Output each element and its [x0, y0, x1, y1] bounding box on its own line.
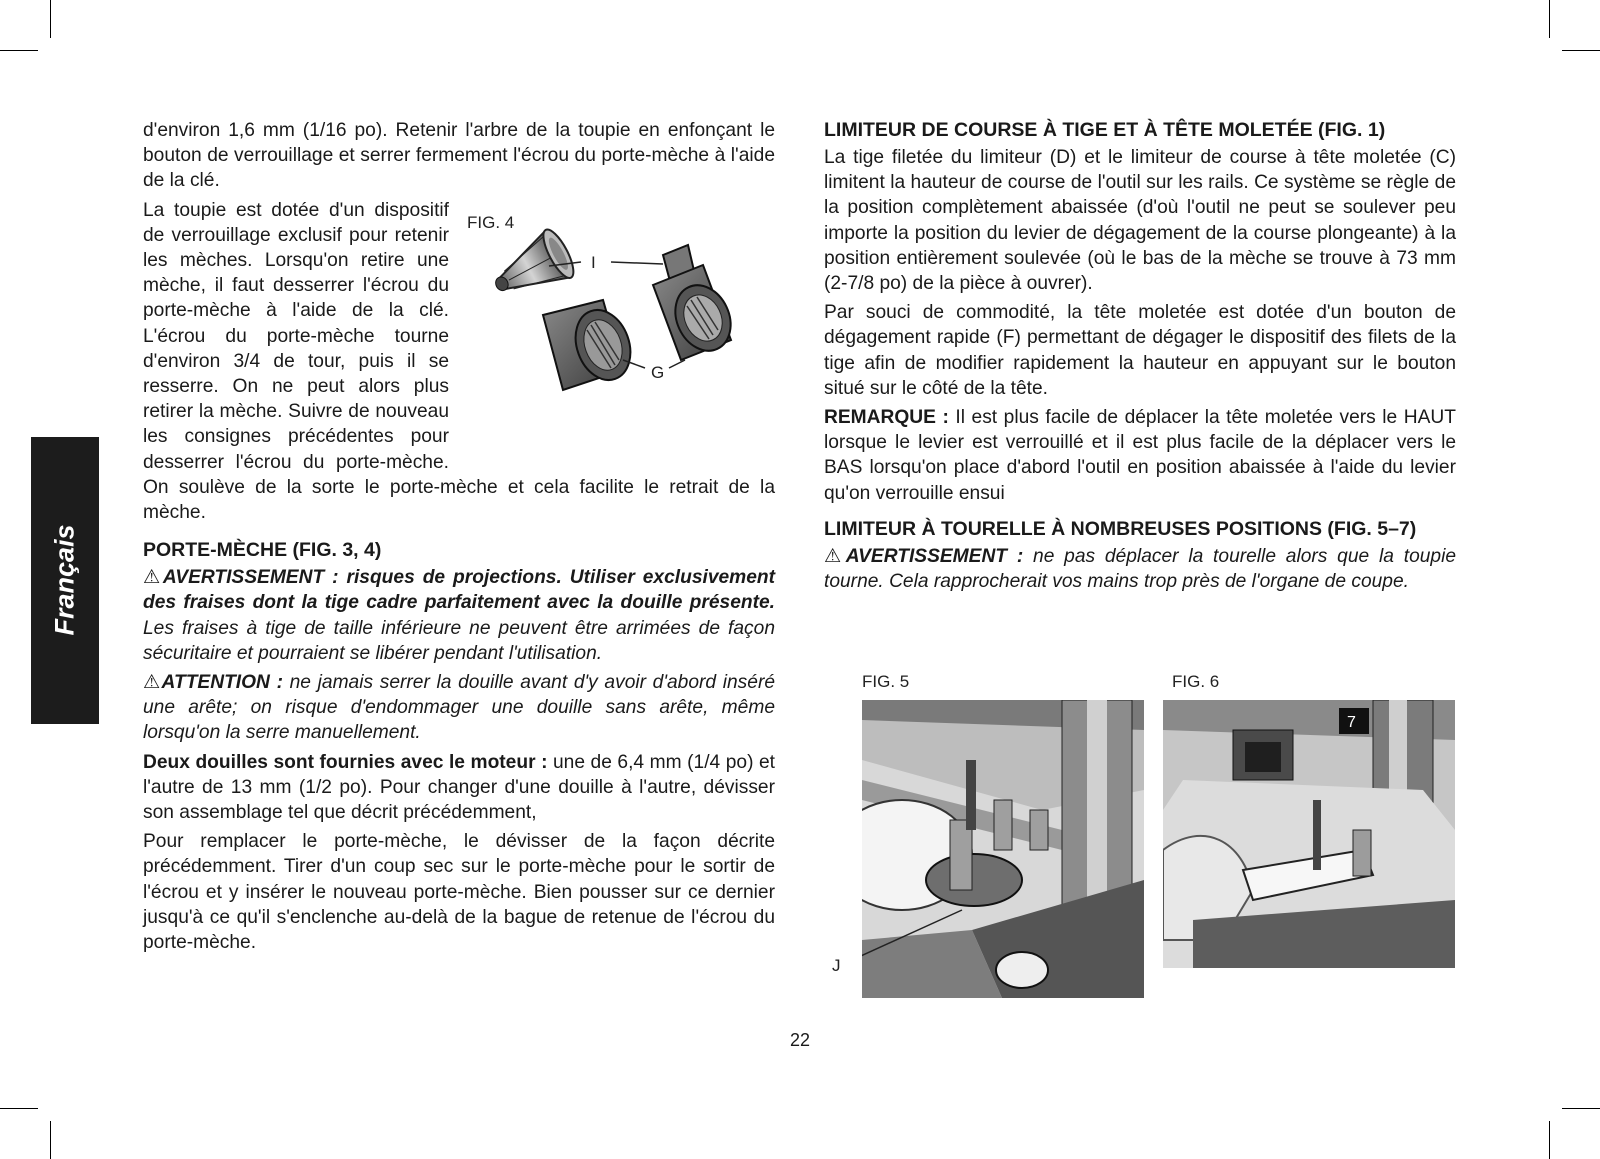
- right-column: [824, 118, 1456, 598]
- callout-letter-g: G: [651, 362, 665, 382]
- paragraph: d'environ 1,6 mm (1/16 po). Retenir l'arbre de la toupie en enfonçant le bouton de verrouillage et serrer fermement l'écrou du porte-mèche à l'aide de la clé.: [143, 120, 775, 192]
- figure-label: FIG. 6: [1172, 672, 1220, 691]
- section-heading: LIMITEUR À TOURELLE À NOMBREUSES POSITIONS (FIG. 5–7): [824, 517, 1417, 540]
- crop-mark: [1562, 50, 1600, 51]
- callout-letter-i: I: [591, 252, 596, 272]
- paragraph: La tige filetée du limiteur (D) et le limiteur de course à tête moletée (C) limitent la hauteur de course de l'outil sur les rails. Ce système se règle de la position complètement abaissée (d'où l'outil ne peut se soulever peu importe la position du levier de dégagement de la course plongeante) à la position entièrement soulevée (où le bas de la mèche se trouve à 73 mm (2-7/8 po) de la pièce à ouvrer).: [824, 147, 1456, 295]
- paragraph: Pour remplacer le porte-mèche, le dévisser de la façon décrite précédemment. Tirer d'un coup sec sur le porte-mèche pour le sortir de l'écrou et y insérer le nouveau porte-mèche. Bien pousser sur ce dernier jusqu'à ce qu'il s'enclenche au-delà de la bague de retenue de l'écrou du porte-mèche.: [143, 831, 775, 954]
- warning-text: Les fraises à tige de taille inférieure ne peuvent être arrimées de façon sécuritaire et pourraient se libérer pendant l'utilisation.: [143, 617, 775, 664]
- callout-letter-j: J: [832, 956, 841, 975]
- crop-mark: [1549, 0, 1550, 38]
- paragraph: Par souci de commodité, la tête moletée est dotée d'un bouton de dégagement rapide (F) permettant de dégager le dispositif des filets de la tige afin de modifier rapidement la hauteur en appuyant sur le bouton situé sur le côté de la tête.: [824, 302, 1456, 399]
- collets-bold-text: Deux douilles sont fournies avec le moteur :: [143, 751, 548, 773]
- figure-label: FIG. 5: [862, 672, 910, 691]
- warning-bold-text: AVERTISSEMENT :: [845, 545, 1024, 567]
- crop-mark: [50, 0, 51, 38]
- crop-mark: [1562, 1108, 1600, 1109]
- warning-triangle-icon: ⚠: [143, 567, 163, 589]
- figure-label: FIG. 4: [467, 212, 515, 232]
- caution-paragraph: [143, 670, 775, 746]
- warning-bold-text: AVERTISSEMENT : risques de projections. Utiliser exclusivement des fraises dont la tige cadre parfaitement avec la douille présente.: [143, 567, 776, 614]
- warning-paragraph: [143, 565, 775, 666]
- warning-triangle-icon: ⚠: [143, 672, 162, 694]
- section-heading: PORTE-MÈCHE (FIG. 3, 4): [143, 539, 382, 562]
- language-tab-label: Français: [49, 524, 80, 636]
- warning-triangle-icon: ⚠: [824, 545, 846, 567]
- crop-mark: [1549, 1121, 1550, 1159]
- warning-text: ne pas déplacer la tourelle alors que la toupie tourne. Cela rapprocherait vos mains trop près de l'organe de coupe.: [824, 545, 1457, 593]
- figure-4: [463, 200, 781, 460]
- paragraph: La toupie est dotée d'un dispositif de verrouillage exclusif pour retenir les mèches. Lorsqu'on retire une mèche, il faut desserrer l'écrou du porte-mèche à l'aide de la clé. L'écrou du porte-mèche tourne d'environ 3/4 de tour, puis il se resserre. On ne peut alors plus retirer la mèche. Suivre de nouveau les consignes précédentes pour desserrer l'écrou du porte-mèche. On soulève de la sorte le porte-mèche et cela facilite le retrait de la mèche.: [143, 199, 775, 524]
- collets-paragraph: [143, 750, 775, 826]
- figure-6-turret-stop-photo: [1163, 700, 1455, 968]
- caution-text: ne jamais serrer la douille avant d'y avoir d'abord inséré une arête; on risque d'endommager une douille sans arête, même lorsqu'on la serre manuellement.: [143, 672, 776, 744]
- crop-mark: [0, 50, 38, 51]
- crop-mark: [50, 1121, 51, 1159]
- left-column: [143, 118, 775, 959]
- section-heading: LIMITEUR DE COURSE À TIGE ET À TÊTE MOLETÉE (FIG. 1): [824, 119, 1386, 141]
- remark-text: Il est plus facile de déplacer la tête moletée vers le HAUT lorsque le levier est verrouillé et il est plus facile de la déplacer vers le BAS lorsqu'on place d'abord l'outil en position abaissée à l'aide du levier qu'on verrouille ensui: [824, 407, 1456, 504]
- warning-paragraph: [824, 544, 1456, 594]
- page-number: 22: [790, 1030, 811, 1050]
- crop-mark: [0, 1108, 38, 1109]
- remark-bold-text: REMARQUE :: [824, 407, 949, 429]
- figure-5-turret-stop-photo: [862, 700, 1144, 998]
- collet-nut-illustration: [463, 200, 781, 460]
- remark-paragraph: [824, 405, 1456, 506]
- collets-text: une de 6,4 mm (1/4 po) et l'autre de 13 mm (1/2 po). Pour changer d'une douille à l'autre, dévisser son assemblage tel que décrit précédemment,: [143, 751, 776, 824]
- turret-marker: 7: [1347, 714, 1356, 731]
- caution-bold-text: ATTENTION :: [161, 672, 283, 694]
